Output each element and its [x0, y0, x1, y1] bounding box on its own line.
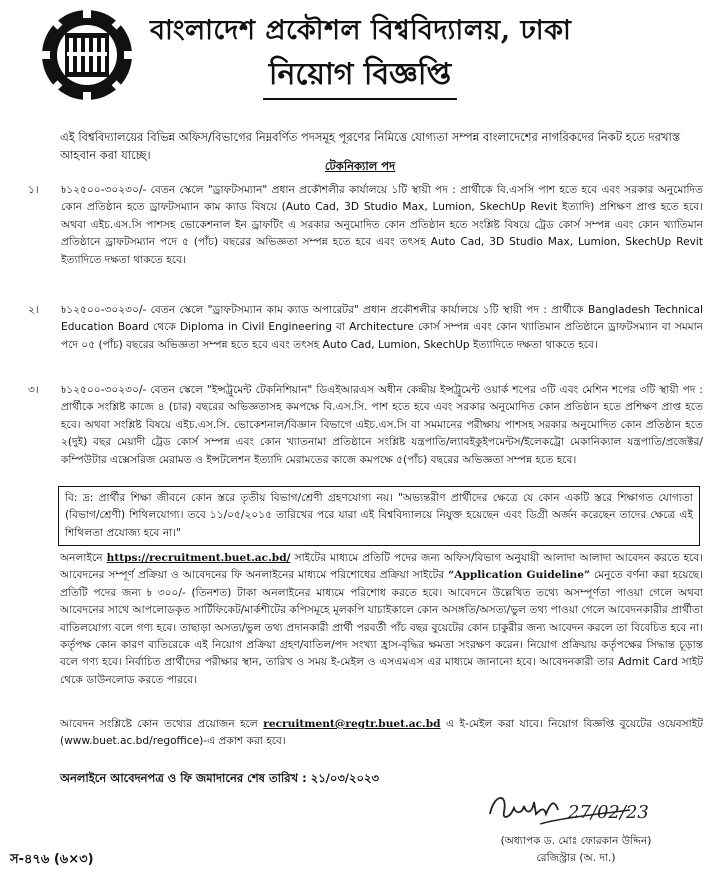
- notice-title: নিয়োগ বিজ্ঞপ্তি: [263, 52, 457, 100]
- item-text: ৳১২৫০০-৩০২৩০/- বেতন স্কেলে "ড্রাফটসম্যান" প্রধান প্রকৌশলীর কার্যালয়ে ১টি স্থায়ী পদ : প্রার্থীকে বি.এসসি পাশ হতে হবে এবং সরকার অনুমোদিত কোন প্রতিষ্ঠান হতে ড্রাফটসম্যান কাম ক্যাড বিষয়ে (Auto Cad, 3D Studio Max, Lumion, SkechUp Revit ইত্যাদি) প্রশিক্ষণ প্রাপ্ত হতে হবে। অথবা এইচ.এস.সি পাশসহ ভোকেশনাল ইন ড্রাফটিং এ সরকার অনুমোদিত কোন প্রতিষ্ঠান হতে সংশ্লিষ্ট বিষয়ে ট্রেড কোর্স সম্পন্ন এবং কোন খ্যাতিমান প্রতিষ্ঠানে ড্রাফটসম্যান পদে ৫ (পাঁচ) বছরের অভিজ্ঞতা সম্পন্ন হতে হবে এবং তৎসহ Auto Cad, 3D Studio Max, Lumion, SkechUp Revit ইত্যাদিতে দক্ষতা থাকতে হবে।: [61, 184, 703, 266]
- signatory-block: [456, 833, 696, 867]
- position-item: [28, 182, 703, 269]
- item-text: ৳১২৫০০-৩০২৩০/- বেতন স্কেলে "ড্রাফটসম্যান কাম ক্যাড অপারেটর" প্রধান প্রকৌশলীর কার্যালয়ে ১টি স্থায়ী পদ : প্রার্থীকে Bangladesh Technical Education Board থেকে Diploma in Civil Engineering বা Architecture কোর্স সম্পন্ন এবং কোন খ্যাতিমান প্রতিষ্ঠানে ড্রাফটসম্যান বা সমমান পদে ০৫ (পাঁচ) বছরের অভিজ্ঞতা সম্পন্ন হতে হবে এবং তৎসহ Auto Cad, Lumion, SkechUp ইত্যাদিতে দক্ষতা থাকতে হবে।: [61, 304, 703, 351]
- signature-date: 27/02/23: [568, 802, 649, 823]
- application-guideline-text: “Application Guideline”: [448, 569, 591, 582]
- online-text-2: মেনুতে বর্ণনা করা হয়েছে। প্রতিটি পদের জন্য ৳ ৩০০/- (তিনশত) টাকা অনলাইনের মাধ্যমে পরিশোধ করতে হবে। আবেদনে উল্লেখিত তথ্যে অসম্পূর্ণতা পাওয়া গেলে অথবা আবেদনের সাথে আপলোডকৃত সার্টিফিকেট/মার্কশীটের কপিসমূহে মূলকপি যাচাইকালে কোন অসঙ্গতি/অসত্য/ভুল তথ্য পাওয়া গেলে আবেদনকারীর প্রার্থীতা বাতিলযোগ্য বলে গণ্য হবে। তাছাড়া অসত্য/ভুল তথ্য প্রদানকারী প্রার্থী পরবর্তী পাঁচ বছর বুয়েটের কোন চাকুরীর জন্য আবেদন করলে তা বিবেচিত হবে না। কর্তৃপক্ষ কোন কারণ ব্যতিরেকে এই নিয়োগ প্রক্রিয়া গ্রহণ/বাতিল/পদ সংখ্যা হ্রাস-বৃদ্ধির ক্ষমতা সংরক্ষণ করেন। নিয়োগ প্রক্রিয়ায় কর্তৃপক্ষের সিদ্ধান্ত চূড়ান্ত বলে গণ্য হবে। নির্বাচিত প্রার্থীদের পরীক্ষার স্থান, তারিখ ও সময় ই-মেইল ও এসএমএস এর মাধ্যমে জানানো হবে। আবেদনকারী তার Admit Card সাইট থেকে ডাউনলোড করতে পারবে।: [60, 569, 703, 686]
- online-text-1: সাইটের মাধ্যমে প্রতিটি পদের জন্য অফিস/বিভাগ অনুযায়ী আলাদা আলাদা আবেদন করতে হবে। আবেদনের সম্পূর্ণ প্রক্রিয়া ও আবেদনের ফি অনলাইনের মাধ্যমে পরিশোধের প্রক্রিয়া সাইটের: [60, 552, 703, 582]
- signature-image: [480, 784, 649, 834]
- item-number: ২।: [28, 304, 39, 316]
- contact-intro: আবেদন সংশ্লিষ্টে কোন তথ্যের প্রয়োজন হলে: [60, 718, 258, 730]
- university-name: বাংলাদেশ প্রকৌশল বিশ্ববিদ্যালয়, ঢাকা: [150, 15, 572, 46]
- application-deadline: অনলাইনে আবেদনপত্র ও ফি জমাদানের শেষ তারিখ : ২১/০৩/২০২৩: [60, 771, 379, 785]
- item-number: ১।: [28, 184, 39, 196]
- note-box: বি: দ্র: প্রার্থীর শিক্ষা জীবনে কোন স্তরে তৃতীয় বিভাগ/শ্রেণী গ্রহণযোগ্য নয়। "অভ্যন্তরীণ প্রার্থীদের ক্ষেত্রে যে কোন একটি স্তরে শিক্ষাগত যোগ্যতা (বিভাগ/শ্রেণী) শিথিলযোগ্য। তবে ১১/০৫/২০১৫ তারিখের পরে যারা এই বিশ্ববিদ্যালয়ে নিযুক্ত হয়েছেন এবং ডিগ্রী অর্জন করেছেন তাদের ক্ষেত্রে এই শিথিলতা প্রযোজ্য হবে না।": [58, 486, 700, 546]
- signatory-designation: রেজিস্ট্রার (অ. দা.): [536, 852, 616, 864]
- signatory-name: (অধ্যাপক ড. মোঃ ফোরকান উদ্দিন): [500, 835, 652, 847]
- position-item: [28, 302, 703, 354]
- position-item: [28, 382, 703, 469]
- item-text: ৳১২৫০০-৩০২৩০/- বেতন স্কেলে "ইন্সট্রুমেন্ট টেকনিশিয়ান" ডিএইআরএস অধীন কেন্দ্রীয় ইন্সট্রুমেন্ট ওয়ার্ক শপের ৩টি এবং মেশিন শপের ৩টি স্থায়ী পদ : প্রার্থীকে সংশ্লিষ্ট কাজে ৪ (চার) বছরের অভিজ্ঞতাসহ কমপক্ষে বি.এস.সি. পাশ হতে হবে এবং সরকার অনুমোদিত কোন প্রতিষ্ঠান হতে প্রশিক্ষণ প্রাপ্ত হতে হবে। অথবা সংশ্লিষ্ট বিষয়ে এইচ.এস.সি. ভোকেশনাল/বিজ্ঞান বিভাগে এইচ.এস.সি বা সমমানের পরীক্ষায় পাশসহ সরকার অনুমোদিত কোন প্রতিষ্ঠান হতে ২(দুই) বছর মেয়াদী ট্রেড কোর্স সম্পন্ন এবং কোন খ্যাতনামা প্রতিষ্ঠানে সংশ্লিষ্ট যন্ত্রপাতি/ল্যাবইকুইপমেন্টস/ইলেকট্রো মেকানিক্যাল যন্ত্রপাতি/প্রজেক্টর/কম্পিউটার এক্সেসরিজ মেরামত ও ইন্সটলেশন ইত্যাদি মেরামতের কাজে কমপক্ষে ৫(পাঁচ) বছরের অভিজ্ঞতা সম্পন্ন হতে হবে।: [61, 384, 703, 466]
- online-intro: অনলাইনে: [60, 552, 103, 564]
- reference-number: স-৪৭৬ (৬×৩): [10, 852, 94, 867]
- item-number: ৩।: [28, 384, 39, 396]
- section-heading: টেকনিক্যাল পদ: [324, 159, 396, 173]
- contact-text: এ ই-মেইল করা যাবে। নিয়োগ বিজ্ঞপ্তি বুয়েটের ওয়েবসাইট (www.buet.ac.bd/regoffice)-এ প্রকাশ করা হবে।: [60, 718, 703, 748]
- online-application-paragraph: [60, 550, 703, 689]
- email-link[interactable]: recruitment@regtr.buet.ac.bd: [263, 718, 441, 730]
- recruitment-url-link[interactable]: https://recruitment.buet.ac.bd/: [106, 552, 291, 564]
- intro-paragraph: এই বিশ্ববিদ্যালয়ের বিভিন্ন অফিস/বিভাগের নিম্নবর্ণিত পদসমূহ পূরণের নিমিত্তে যোগ্যতা সম্পন্ন বাংলাদেশের নাগরিকদের নিকট হতে দরখাস্ত আহবান করা যাচ্ছে।: [60, 130, 681, 162]
- title-wrapper: [0, 52, 720, 100]
- contact-paragraph: [60, 716, 703, 751]
